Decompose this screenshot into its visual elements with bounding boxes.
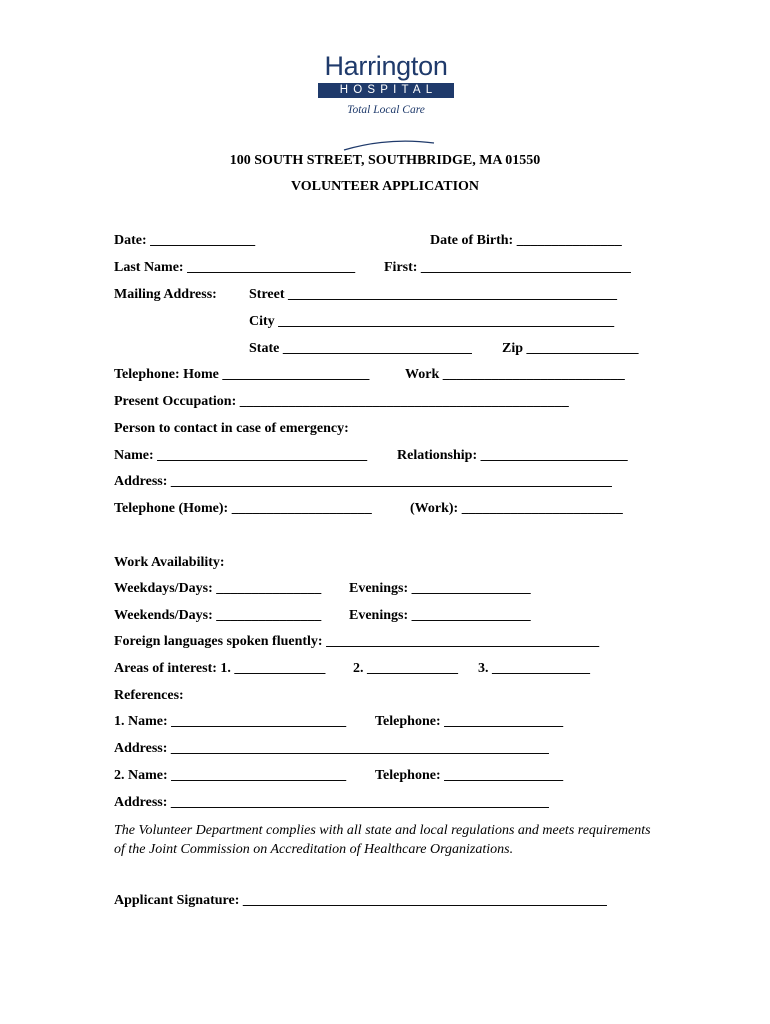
weekdays-evenings-field[interactable]: Evenings: _________________ [349,581,531,596]
swoosh-icon [318,139,454,153]
availability-heading: Work Availability: [114,555,225,570]
occupation-field[interactable]: Present Occupation: _______________________________________________ [114,394,569,409]
languages-field[interactable]: Foreign languages spoken fluently: _______________________________________ [114,634,600,649]
reference-2-address-field[interactable]: Address: ______________________________________________________ [114,795,549,810]
logo-tagline: Total Local Care [347,104,425,116]
reference-1-telephone-field[interactable]: Telephone: _________________ [375,714,564,729]
applicant-signature-field[interactable]: Applicant Signature: ____________________________________________________ [114,893,607,908]
emergency-heading: Person to contact in case of emergency: [114,421,349,436]
interest-2-field[interactable]: 2. _____________ [353,661,458,676]
telephone-work-field[interactable]: Work __________________________ [405,367,625,382]
emergency-address-field[interactable]: Address: _______________________________________________________________ [114,474,612,489]
logo-bar: HOSPITAL [318,83,454,98]
reference-2-telephone-field[interactable]: Telephone: _________________ [375,768,564,783]
emergency-name-field[interactable]: Name: ______________________________ [114,448,368,463]
state-field[interactable]: State ___________________________ [249,341,472,356]
page-title: VOLUNTEER APPLICATION [290,179,480,194]
mailing-address-label: Mailing Address: [114,287,217,302]
street-field[interactable]: Street _______________________________________________ [249,287,617,302]
emergency-telephone-home-field[interactable]: Telephone (Home): ____________________ [114,501,372,516]
weekdays-field[interactable]: Weekdays/Days: _______________ [114,581,322,596]
references-heading: References: [114,688,184,703]
interest-1-field[interactable]: Areas of interest: 1. _____________ [114,661,326,676]
first-name-field[interactable]: First: ______________________________ [384,260,631,275]
emergency-relationship-field[interactable]: Relationship: _____________________ [397,448,628,463]
weekends-evenings-field[interactable]: Evenings: _________________ [349,608,531,623]
emergency-telephone-work-field[interactable]: (Work): _______________________ [410,501,623,516]
reference-1-name-field[interactable]: 1. Name: _________________________ [114,714,347,729]
city-field[interactable]: City ________________________________________________ [249,314,615,329]
date-of-birth-field[interactable]: Date of Birth: _______________ [430,233,622,248]
date-field[interactable]: Date: _______________ [114,233,256,248]
last-name-field[interactable]: Last Name: ________________________ [114,260,356,275]
telephone-home-field[interactable]: Telephone: Home _____________________ [114,367,370,382]
hospital-address: 100 SOUTH STREET, SOUTHBRIDGE, MA 01550 [229,153,541,168]
reference-1-address-field[interactable]: Address: ______________________________________________________ [114,741,549,756]
reference-2-name-field[interactable]: 2. Name: _________________________ [114,768,347,783]
hospital-logo [318,52,454,116]
weekends-field[interactable]: Weekends/Days: _______________ [114,608,322,623]
logo-name: Harrington [324,51,448,81]
zip-field[interactable]: Zip ________________ [502,341,639,356]
compliance-note: The Volunteer Department complies with all state and local regulations and meets requirements of the Joint Commission on Accreditation of Healthcare Organizations. [114,823,651,857]
interest-3-field[interactable]: 3. ______________ [478,661,590,676]
